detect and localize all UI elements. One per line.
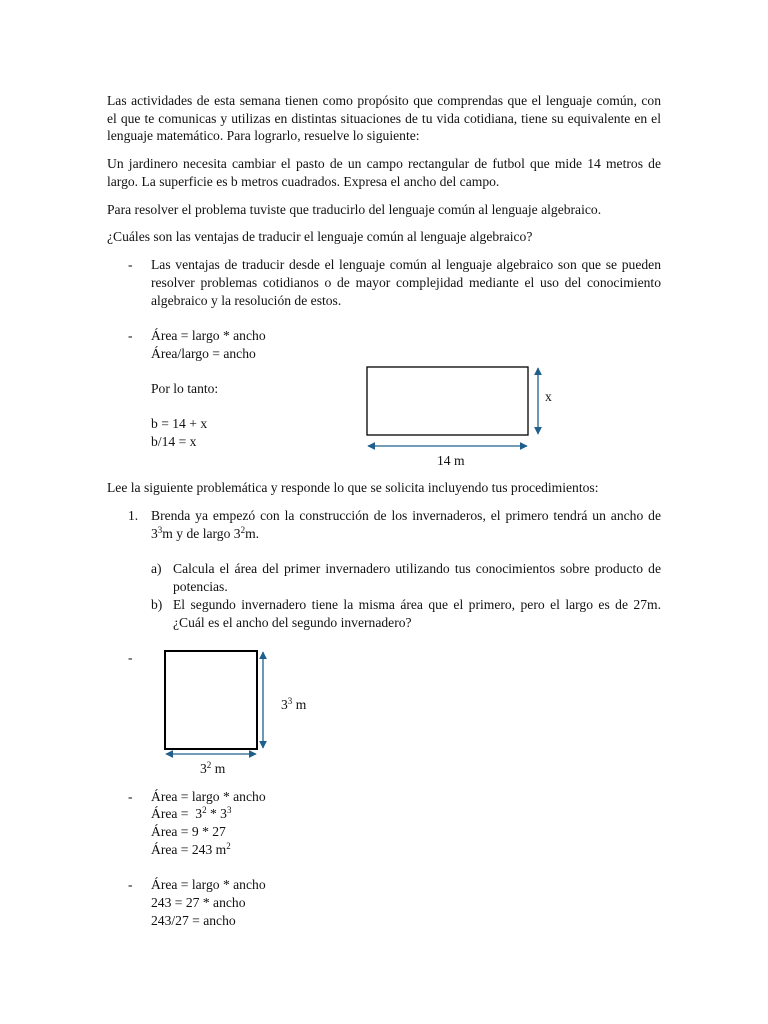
problem-line-1: Un jardinero necesita cambiar el pasto de un campo rectangular de futbol que mide 14 metros de bbox=[107, 156, 661, 171]
por-lo-tanto: Por lo tanto: bbox=[151, 381, 219, 396]
calc1-line-1: Área = largo * ancho bbox=[151, 789, 266, 804]
formula-x: b/14 = x bbox=[151, 434, 197, 449]
calc2-line-1: Área = largo * ancho bbox=[151, 877, 266, 892]
height-label: x bbox=[545, 389, 552, 404]
greenhouse-height-label: $3^3$ m bbox=[281, 696, 307, 712]
formula-area: Área = largo * ancho bbox=[151, 328, 266, 343]
bullet-dash: - bbox=[128, 789, 133, 804]
sub-a-line-1: Calcula el área del primer invernadero utilizando tus conocimientos sobre producto de bbox=[173, 561, 661, 576]
formula-ancho: Área/largo = ancho bbox=[151, 346, 256, 361]
bullet-dash: - bbox=[128, 877, 133, 892]
bullet-dash: - bbox=[128, 650, 133, 665]
answer-line-2: resolver problemas cotidianos o de mayor complejidad mediante el uso del conocimiento bbox=[151, 275, 661, 290]
sub-b-line-1: El segundo invernadero tiene la misma área que el primero, pero el largo es de 27m. bbox=[173, 597, 661, 612]
answer-line-3: algebraico y la resolución de estos. bbox=[151, 293, 342, 308]
q1-number: 1. bbox=[128, 508, 139, 523]
calc1-line-4: Área = 243 $m^2$ bbox=[151, 841, 231, 857]
calc1-line-2: Área = $3^2 * 3^3$ bbox=[151, 805, 232, 821]
width-label: 14 m bbox=[437, 453, 465, 468]
sub-a-line-2: potencias. bbox=[173, 579, 228, 594]
field-rectangle bbox=[367, 367, 528, 435]
calc1-line-3: Área = 9 * 27 bbox=[151, 824, 226, 839]
instruction: Lee la siguiente problemática y responde lo que se solicita incluyendo tus procedimientos: bbox=[107, 480, 599, 495]
bullet-dash: - bbox=[128, 257, 133, 272]
calc2-line-3: 243/27 = ancho bbox=[151, 913, 236, 928]
solve-note: Para resolver el problema tuviste que traducirlo del lenguaje común al lenguaje algebraico. bbox=[107, 202, 602, 217]
greenhouse-rectangle bbox=[165, 651, 257, 749]
intro-line-3: lenguaje matemático. Para lograrlo, resuelve lo siguiente: bbox=[107, 128, 420, 143]
formula-b: b = 14 + x bbox=[151, 416, 208, 431]
intro-line-2: el que te comunicas y utilizas en distintas situaciones de tu vida cotidiana, tiene su equivalente en el bbox=[107, 111, 661, 126]
bullet-dash: - bbox=[128, 328, 133, 343]
greenhouse-width-label: $3^2$ m bbox=[200, 760, 226, 776]
problem-line-2: largo. La superficie es b metros cuadrados. Expresa el ancho del campo. bbox=[107, 174, 500, 189]
q1-line-2: $3^3m$ y de largo $3^2m$. bbox=[151, 525, 260, 541]
question: ¿Cuáles son las ventajas de traducir el lenguaje común al lenguaje algebraico? bbox=[107, 229, 533, 244]
answer-line-1: Las ventajas de traducir desde el lenguaje común al lenguaje algebraico son que se pueden bbox=[151, 257, 661, 272]
intro-line-1: Las actividades de esta semana tienen como propósito que comprendas que el lenguaje común, con bbox=[107, 93, 661, 108]
sub-a-marker: a) bbox=[151, 561, 162, 576]
sub-b-marker: b) bbox=[151, 597, 163, 612]
sub-b-line-2: ¿Cuál es el ancho del segundo invernadero? bbox=[173, 615, 412, 630]
q1-line-1: Brenda ya empezó con la construcción de los invernaderos, el primero tendrá un ancho de bbox=[151, 508, 661, 523]
calc2-line-2: 243 = 27 * ancho bbox=[151, 895, 246, 910]
